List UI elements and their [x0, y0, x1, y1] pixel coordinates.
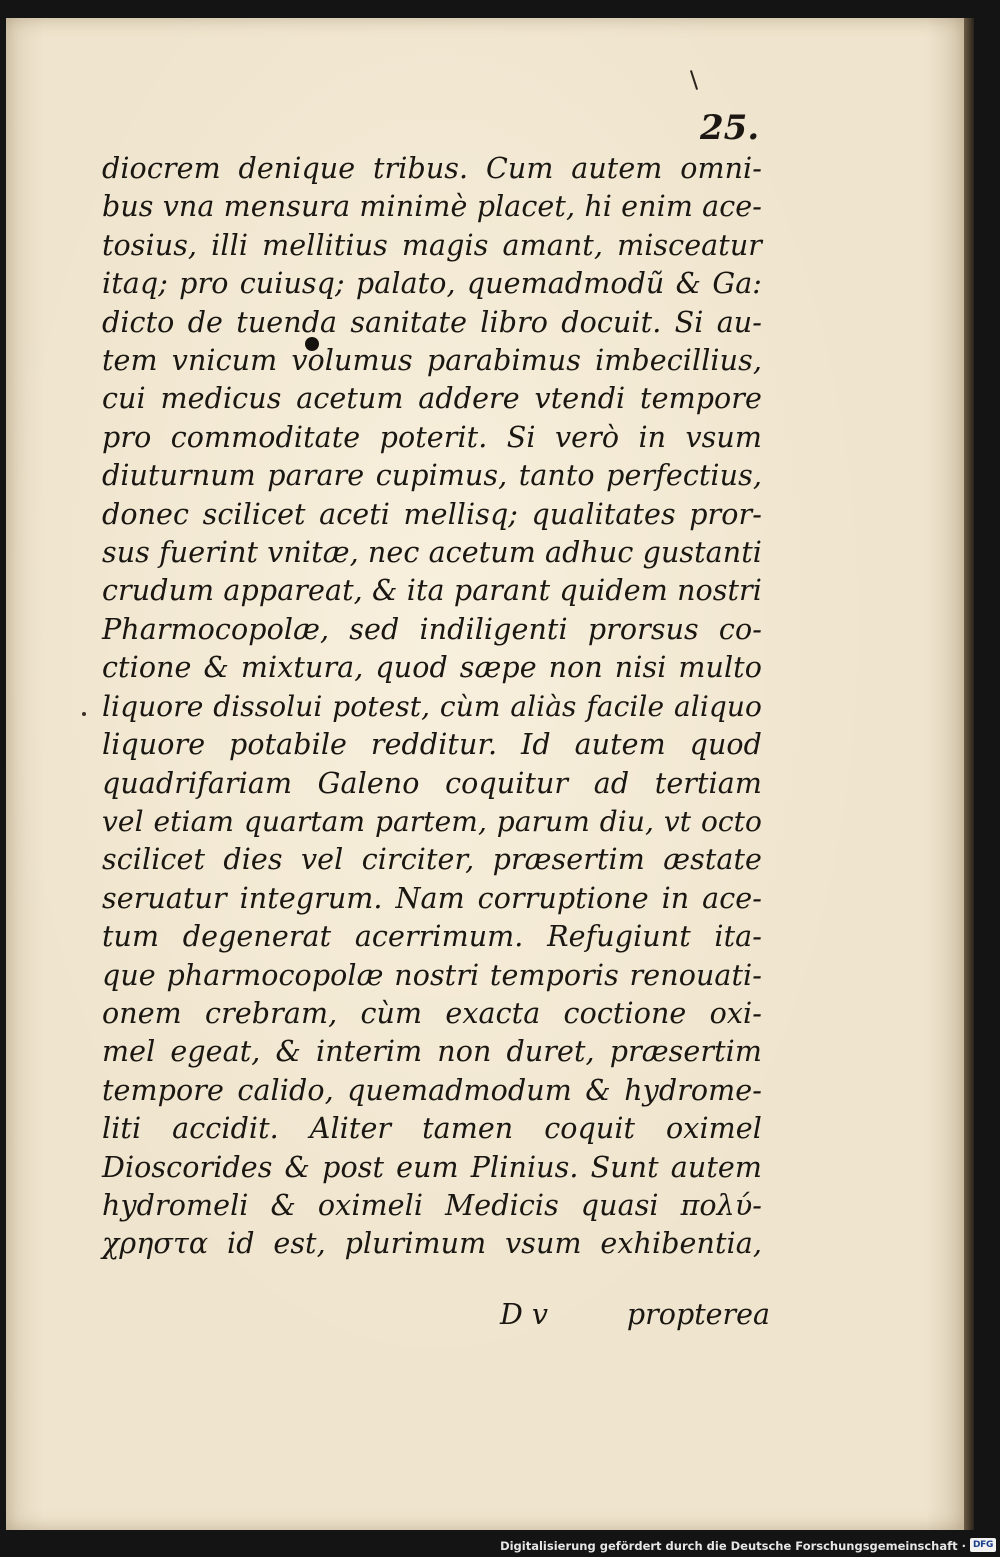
text-line: liti accidit. Aliter tamen coquit oximel — [102, 1112, 762, 1146]
text-line: seruatur integrum. Nam corruptione in ace- — [102, 881, 762, 915]
body-text — [102, 150, 762, 1264]
text-line: vel etiam quartam partem, parum diu, vt octo — [102, 804, 762, 838]
text-line: dicto de tuenda sanitate libro docuit. Si au- — [102, 305, 762, 339]
text-line: liquore dissolui potest, cùm aliàs facile aliquo — [102, 689, 762, 723]
text-line: ctione & mixtura, quod sæpe non nisi multo — [102, 651, 762, 685]
margin-speck — [82, 712, 86, 716]
text-line: sus fuerint vnitæ, nec acetum adhuc gustanti — [102, 536, 762, 570]
text-line: hydromeli & oximeli Medicis quasi πολύ- — [102, 1188, 762, 1222]
text-line: itaq; pro cuiusq; palato, quemadmodũ & Ga: — [102, 267, 762, 301]
text-line: mel egeat, & interim non duret, præsertim — [102, 1035, 762, 1069]
funding-credit: Digitalisierung gefördert durch die Deutsche Forschungsgemeinschaft · — [500, 1539, 966, 1553]
text-line: cui medicus acetum addere vtendi tempore — [102, 382, 762, 416]
text-line: χρηστα id est, plurimum vsum exhibentia, — [102, 1227, 762, 1261]
text-line: tempore calido, quemadmodum & hydrome- — [102, 1073, 762, 1107]
text-line: pro commoditate poterit. Si verò in vsum — [102, 420, 762, 454]
text-line: liquore potabile redditur. Id autem quod — [102, 728, 762, 762]
text-line: Pharmocopolæ, sed indiligenti prorsus co- — [102, 612, 762, 646]
text-line: quadrifariam Galeno coquitur ad tertiam — [102, 766, 762, 800]
text-line: tum degenerat acerrimum. Refugiunt ita- — [102, 920, 762, 954]
text-line: que pharmocopolæ nostri temporis renouati- — [102, 958, 762, 992]
catchline — [102, 1298, 770, 1338]
text-line: scilicet dies vel circiter, præsertim æstate — [102, 843, 762, 877]
catchword: propterea — [626, 1298, 770, 1331]
text-line: tosius, illi mellitius magis amant, misceatur — [102, 228, 762, 262]
page-edge — [964, 18, 974, 1530]
text-line: diocrem denique tribus. Cum autem omni- — [102, 152, 762, 185]
text-line: Dioscorides & post eum Plinius. Sunt autem — [102, 1150, 762, 1184]
text-line: onem crebram, cùm exacta coctione oxi- — [102, 996, 762, 1030]
text-line: bus vna mensura minimè placet, hi enim ace- — [102, 190, 762, 224]
page-number: 25. — [700, 108, 760, 148]
text-line: crudum appareat, & ita parant quidem nostri — [102, 574, 762, 608]
signature-mark: D v — [500, 1298, 549, 1331]
text-line: diuturnum parare cupimus, tanto perfectius, — [102, 459, 762, 493]
text-line: tem vnicum volumus parabimus imbecillius, — [102, 344, 762, 378]
text-line: donec scilicet aceti mellisq; qualitates pror- — [102, 497, 762, 531]
dfg-logo-icon: DFG — [970, 1538, 996, 1552]
